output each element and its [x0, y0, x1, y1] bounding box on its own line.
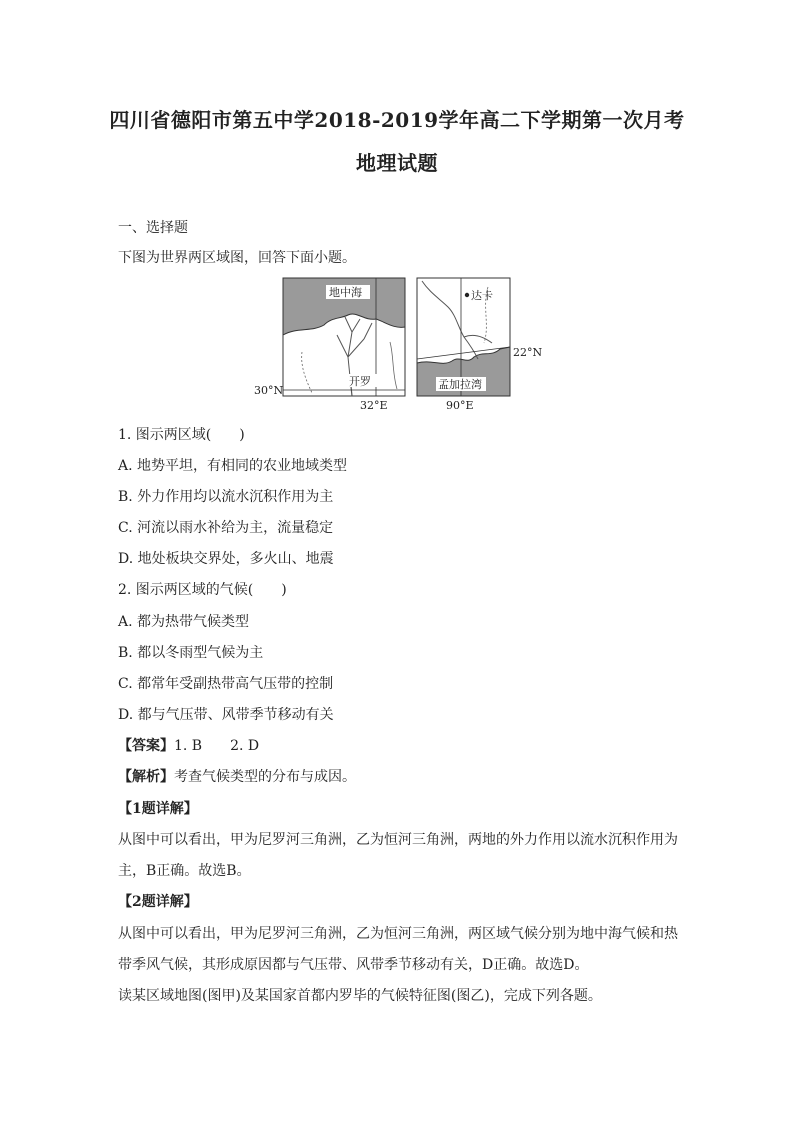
analysis-line — [118, 767, 678, 787]
detail-1-line-1: 从图中可以看出，甲为尼罗河三角洲，乙为恒河三角洲，两地的外力作用以流水沉积作用为 — [118, 832, 678, 848]
question-2-stem: 2. 图示两区域的气候( ) — [118, 582, 287, 598]
analysis-text: 考查气候类型的分布与成因。 — [174, 769, 356, 785]
question-2-option-d: D. 都与气压带、风带季节移动有关 — [118, 707, 334, 723]
nile-delta-map — [254, 278, 405, 412]
question-2-option-b: B. 都以冬雨型气候为主 — [118, 645, 264, 661]
detail-2-line-1: 从图中可以看出，甲为尼罗河三角洲，乙为恒河三角洲，两区域气候分别为地中海气候和热 — [118, 926, 678, 942]
answer-text: 1. B 2. D — [174, 738, 260, 754]
question-1-option-b: B. 外力作用均以流水沉积作用为主 — [118, 489, 334, 505]
question-1-option-c: C. 河流以雨水补给为主，流量稳定 — [118, 520, 334, 536]
detail-2-line-2: 带季风气候，其形成原因都与气压带、风带季节移动有关，D正确。故选D。 — [118, 957, 589, 973]
next-question-intro: 读某区域地图(图甲)及某国家首都内罗毕的气候特征图(图乙)，完成下列各题。 — [118, 988, 602, 1004]
section-intro: 下图为世界两区域图，回答下面小题。 — [118, 250, 356, 266]
analysis-label: 【解析】 — [118, 769, 174, 785]
dhaka-marker-icon — [465, 293, 469, 297]
detail-1-line-2: 主，B正确。故选B。 — [118, 863, 251, 879]
question-2-option-c: C. 都常年受副热带高气压带的控制 — [118, 676, 334, 692]
lon-32e-label: 32°E — [360, 399, 388, 412]
question-1-option-a: A. 地势平坦，有相同的农业地域类型 — [118, 458, 348, 474]
mediterranean-label: 地中海 — [329, 286, 362, 299]
detail-1-heading: 【1题详解】 — [118, 801, 198, 817]
answer-line — [118, 736, 678, 756]
bay-of-bengal-label: 孟加拉湾 — [438, 378, 482, 391]
question-2-option-a: A. 都为热带气候类型 — [118, 614, 250, 630]
section-heading: 一、选择题 — [118, 220, 188, 236]
question-1-stem: 1. 图示两区域( ) — [118, 427, 245, 443]
lon-90e-label: 90°E — [446, 399, 474, 412]
answer-label: 【答案】 — [118, 738, 174, 754]
question-1-option-d: D. 地处板块交界处，多火山、地震 — [118, 551, 334, 567]
document-subtitle: 地理试题 — [356, 151, 438, 175]
detail-2-heading: 【2题详解】 — [118, 894, 198, 910]
lat-22n-label: 22°N — [513, 346, 543, 359]
dhaka-label: 达卡 — [471, 289, 493, 302]
lat-30n-label: 30°N — [254, 384, 284, 397]
document-title: 四川省德阳市第五中学2018-2019学年高二下学期第一次月考 — [109, 108, 685, 132]
region-maps-figure — [252, 277, 552, 415]
cairo-label: 开罗 — [349, 375, 371, 388]
ganges-delta-map — [417, 278, 542, 412]
